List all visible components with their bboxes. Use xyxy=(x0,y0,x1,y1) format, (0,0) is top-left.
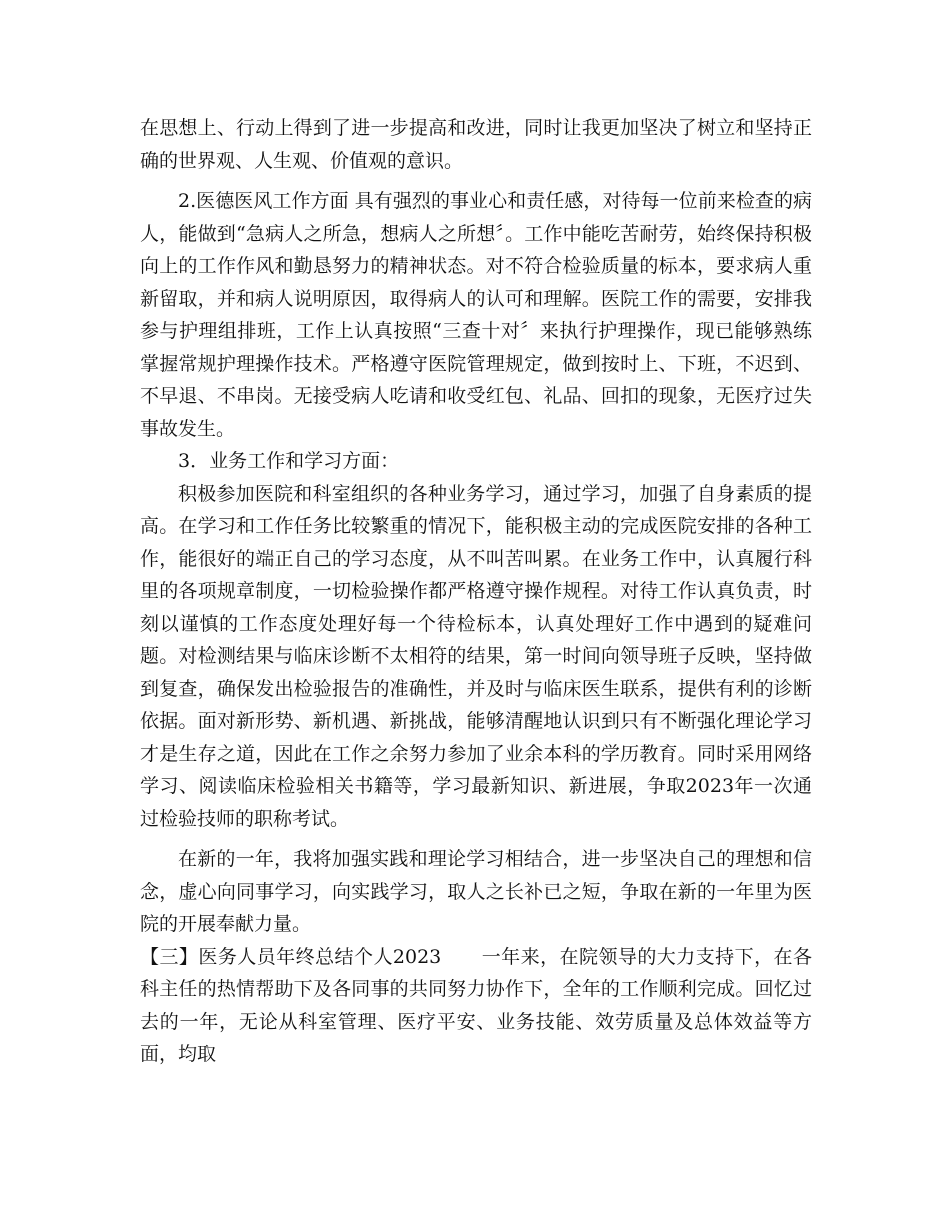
paragraph-6 xyxy=(140,941,812,1071)
document-page xyxy=(140,112,812,1071)
paragraph-1: 在思想上、行动上得到了进一步提高和改进，同时让我更加坚决了树立和坚持正确的世界观、人生观、价值观的意识。 xyxy=(140,117,812,172)
paragraph-4-work-and-study: 积极参加医院和科室组织的各种业务学习，通过学习，加强了自身素质的提高。在学习和工作任务比较繁重的情况下，能积极主动的完成医院安排的各种工作，能很好的端正自己的学习态度，从不叫苦叫累。在业务工作中，认真履行科里的各项规章制度，一切检验操作都严格遵守操作规程。对待工作认真负责，时刻以谨慎的工作态度处理好每一个待检标本，认真处理好工作中遇到的疑难问题。对检测结果与临床诊断不太相符的结果，第一时间向领导班子反映，坚持做到复查，确保发出检验报告的准确性，并及时与临床医生联系，提供有利的诊断依据。面对新形势、新机遇、新挑战，能够清醒地认识到只有不断强化理论学习才是生存之道，因此在工作之余努力参加了业余本科的学历教育。同时采用网络学习、阅读临床检验相关书籍等，学习最新知识、新进展，争取2023年一次通过检验技师的职称考试。 xyxy=(140,482,812,830)
paragraph-3-section-heading: 3．业务工作和学习方面： xyxy=(178,450,400,472)
paragraph-5-new-year: 在新的一年，我将加强实践和理论学习相结合，进一步坚决自己的理想和信念，虚心向同事学习，向实践学习，取人之长补已之短，争取在新的一年里为医院的开展奉献力量。 xyxy=(140,848,812,935)
paragraph-2-medical-ethics: 2.医德医风工作方面 具有强烈的事业心和责任感，对待每一位前来检查的病人，能做到“急病人之所急，想病人之所想〞。工作中能吃苦耐劳，始终保持积极向上的工作作风和勤恳努力的精神状态。对不符合检验质量的标本，要求病人重新留取，并和病人说明原因，取得病人的认可和理解。医院工作的需要，安排我参与护理组排班，工作上认真按照“三查十对〞来执行护理操作，现已能够熟练掌握常规护理操作技术。严格遵守医院管理规定，做到按时上、下班，不迟到、不早退、不串岗。无接受病人吃请和收受红包、礼品、回扣的现象，无医疗过失事故发生。 xyxy=(140,190,812,440)
paragraph-6-body: 一年来，在院领导的大力支持下，在各科主任的热情帮助下及各同事的共同努力协作下，全年的工作顺利完成。回忆过去的一年，无论从科室管理、医疗平安、业务技能、效劳质量及总体效益等方面，均取 xyxy=(140,945,812,1065)
section-title: 【三】医务人员年终总结个人2023 xyxy=(140,945,442,968)
